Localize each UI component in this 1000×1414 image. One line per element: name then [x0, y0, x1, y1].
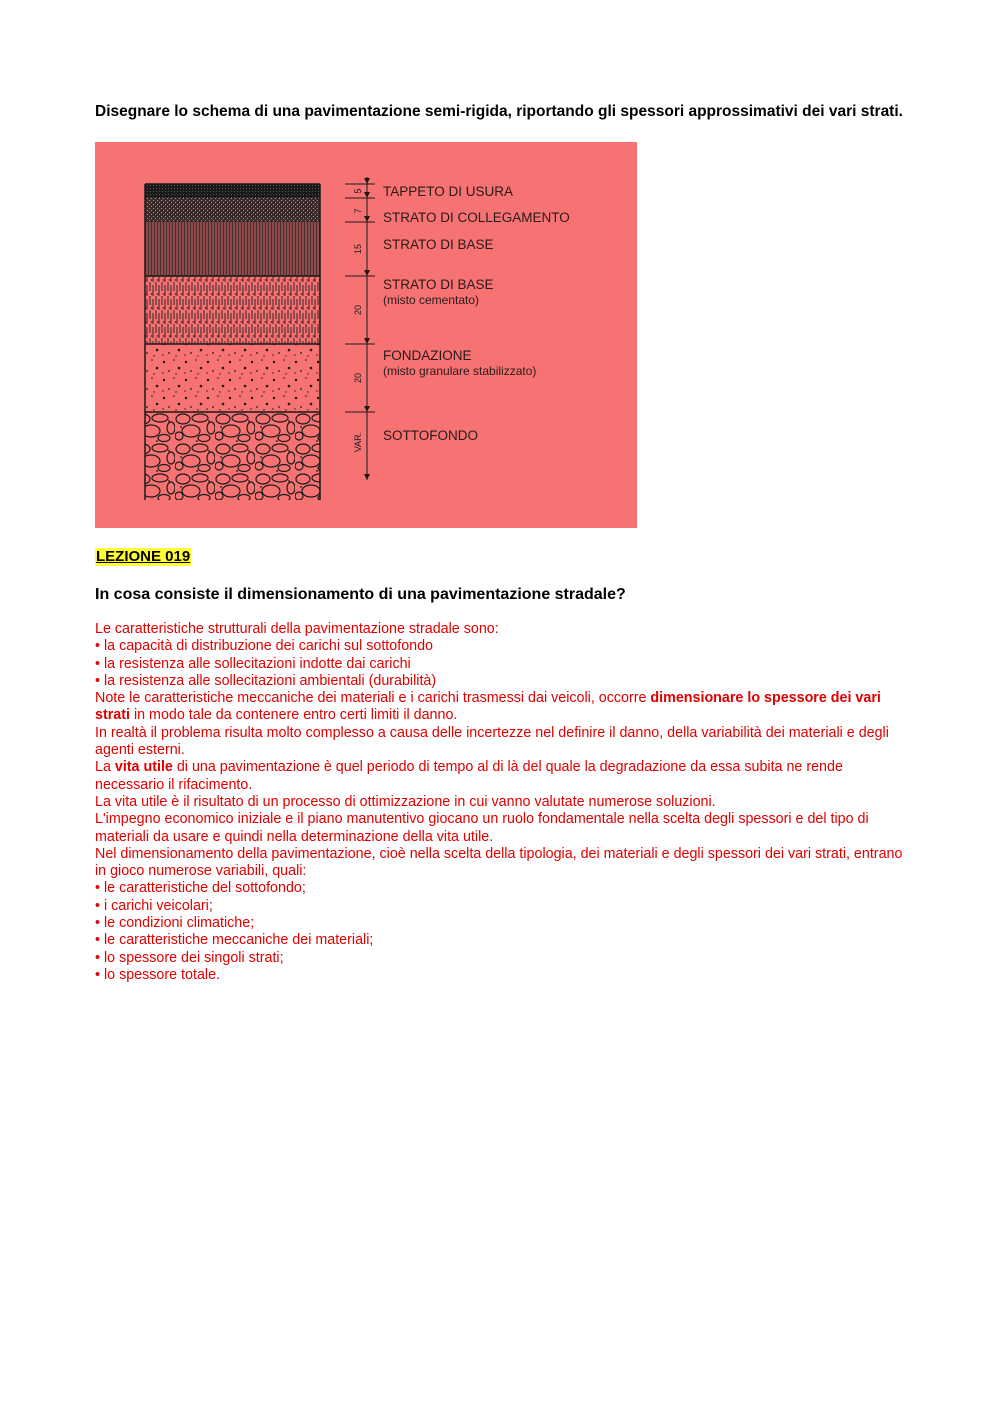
- label-usura: TAPPETO DI USURA: [383, 184, 514, 199]
- list-item: • la capacità di distribuzione dei carichi sul sottofondo: [95, 638, 433, 655]
- layer-usura: [145, 184, 320, 198]
- list-item: • le caratteristiche del sottofondo;: [95, 880, 306, 897]
- layer-base-cementato: [145, 276, 320, 344]
- label-collegamento: STRATO DI COLLEGAMENTO: [383, 210, 570, 225]
- answer-paragraph: [95, 759, 907, 794]
- list-item: • lo spessore dei singoli strati;: [95, 949, 284, 966]
- thickness-2: 7: [353, 208, 363, 214]
- answer-paragraph: L'impegno economico iniziale e il piano manutentivo giocano un ruolo fondamentale nella scelta degli spessori e del tipo di materiali da usare e quindi nella determinazione della vita utile.: [95, 811, 869, 845]
- layer-base: [145, 222, 320, 276]
- label-fondazione: FONDAZIONE: [383, 348, 472, 363]
- thickness-4: 20: [353, 304, 363, 316]
- question-title: Disegnare lo schema di una pavimentazione semi-rigida, riportando gli spessori approssimativi dei vari strati.: [95, 103, 903, 120]
- answer-intro: Le caratteristiche strutturali della pavimentazione stradale sono:: [95, 621, 499, 637]
- list-item: • le condizioni climatiche;: [95, 915, 255, 932]
- text-run: Note le caratteristiche meccaniche dei materiali e i carichi trasmessi dai veicoli, occorre: [95, 690, 651, 707]
- label-base: STRATO DI BASE: [383, 237, 494, 252]
- list-item: • i carichi veicolari;: [95, 897, 213, 914]
- sublabel-base-cementato: (misto cementato): [383, 293, 480, 307]
- label-base-cementato: STRATO DI BASE: [383, 277, 494, 292]
- answer-text: [95, 621, 907, 984]
- answer-paragraph: Nel dimensionamento della pavimentazione, cioè nella scelta della tipologia, dei materiali e degli spessori dei vari strati, entrano in gioco numerose variabili, quali:: [95, 845, 903, 880]
- pavement-section-figure: [95, 142, 637, 528]
- sublabel-fondazione: (misto granulare stabilizzato): [383, 364, 537, 378]
- bold-text: dimensionare lo spessore dei vari strati: [95, 690, 881, 724]
- thickness-1: 5: [353, 188, 363, 194]
- layer-collegamento: [145, 198, 320, 222]
- list-item: • la resistenza alle sollecitazioni ambientali (durabilità): [95, 672, 437, 689]
- thickness-5: 20: [353, 372, 363, 384]
- list-item: • la resistenza alle sollecitazioni indotte dai carichi: [95, 655, 411, 672]
- layer-sottofondo: [145, 412, 320, 500]
- text-run: di una pavimentazione è quel periodo di tempo al di là del quale la degradazione da essa subita ne rende necessario il rifacimento.: [95, 759, 843, 793]
- answer-paragraph: [95, 690, 907, 725]
- list-item: • le caratteristiche meccaniche dei materiali;: [95, 932, 374, 949]
- answer-paragraph: La vita utile è il risultato di un processo di ottimizzazione in cui vanno valutate numerose soluzioni.: [95, 793, 716, 810]
- pavement-diagram: [95, 142, 637, 528]
- label-sottofondo: SOTTOFONDO: [383, 428, 479, 443]
- page-content: [95, 102, 907, 984]
- lesson-heading: LEZIONE 019: [96, 548, 191, 565]
- text-run: in modo tale da contenere entro certi limiti il danno.: [129, 707, 458, 724]
- bold-text: vita utile: [114, 759, 173, 776]
- question-heading: In cosa consiste il dimensionamento di una pavimentazione stradale?: [95, 586, 626, 603]
- text-run: La: [95, 759, 115, 776]
- thickness-6: VAR.: [353, 431, 363, 453]
- thickness-3: 15: [353, 243, 363, 255]
- layer-fondazione: [145, 344, 320, 412]
- answer-paragraph: In realtà il problema risulta molto complesso a causa delle incertezze nel definire il danno, della variabilità dei materiali e degli agenti esterni.: [95, 724, 889, 759]
- list-item: • lo spessore totale.: [95, 966, 221, 983]
